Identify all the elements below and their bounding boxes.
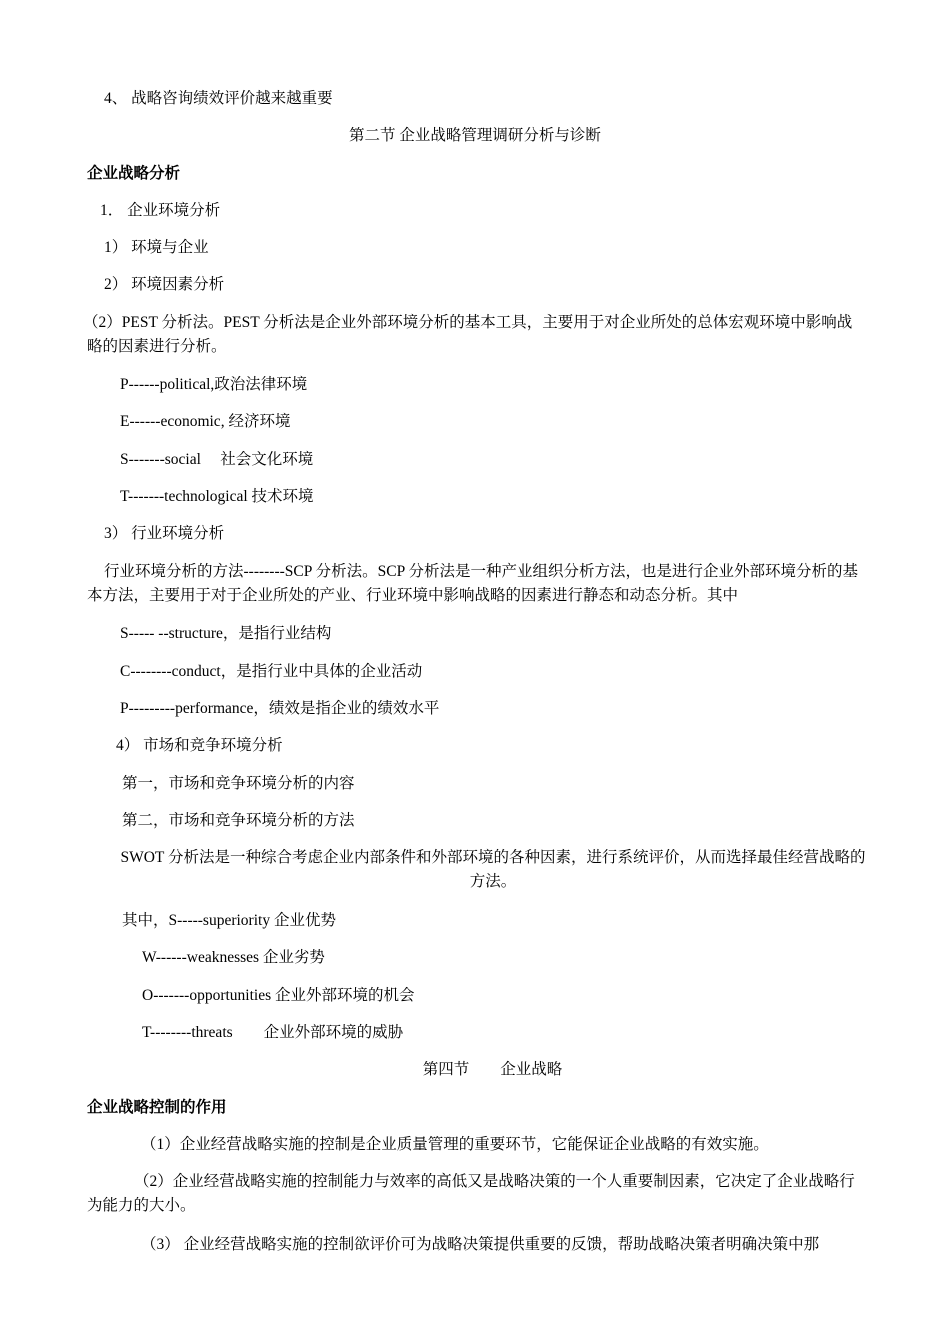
control-point-2: （2）企业经营战略实施的控制能力与效率的高低又是战略决策的一个人重要制因素，它决定了企业战略行为能力的大小。 (87, 1173, 855, 1214)
swot-item-s: 其中，S-----superiority 企业优势 (122, 912, 336, 929)
list-item-env-factors: 2） 环境因素分析 (104, 276, 225, 293)
list-item-4: 4、 战略咨询绩效评价越来越重要 (104, 90, 333, 107)
swot-item-w: W------weaknesses 企业劣势 (142, 949, 325, 966)
swot-item-o: O-------opportunities 企业外部环境的机会 (142, 987, 415, 1004)
paragraph-scp: 行业环境分析的方法--------SCP 分析法。SCP 分析法是一种产业组织分析方法，也是进行企业外部环境分析的基本方法，主要用于对于企业所处的产业、行业环境中影响战略的因素进行静态和动态分析。其中 (87, 563, 859, 604)
market-method: 第二，市场和竞争环境分析的方法 (122, 812, 355, 829)
list-item-env-enterprise: 1） 环境与企业 (104, 239, 209, 256)
scp-item-s: S----- --structure，是指行业结构 (120, 625, 332, 642)
heading-strategy-control: 企业战略控制的作用 (87, 1099, 227, 1116)
pest-item-t: T-------technological 技术环境 (120, 488, 314, 505)
market-content: 第一，市场和竞争环境分析的内容 (122, 775, 355, 792)
list-item-industry-env: 3） 行业环境分析 (104, 525, 225, 542)
paragraph-swot: SWOT 分析法是一种综合考虑企业内部条件和外部环境的各种因素，进行系统评价，从而选择最佳经营战略的方法。 (120, 849, 866, 890)
pest-item-s: S-------social 社会文化环境 (120, 451, 314, 468)
control-point-3: （3） 企业经营战略实施的控制欲评价可为战略决策提供重要的反馈，帮助战略决策者明确决策中那 (141, 1236, 820, 1253)
paragraph-pest: （2）PEST 分析法。PEST 分析法是企业外部环境分析的基本工具，主要用于对企业所处的总体宏观环境中影响战略的因素进行分析。 (83, 314, 853, 355)
pest-item-p: P------political,政治法律环境 (120, 376, 308, 393)
control-point-1: （1）企业经营战略实施的控制是企业质量管理的重要环节，它能保证企业战略的有效实施。 (141, 1136, 769, 1153)
list-item-env-analysis: 1． 企业环境分析 (100, 202, 221, 219)
scp-item-c: C--------conduct，是指行业中具体的企业活动 (120, 663, 423, 680)
scp-item-p: P---------performance，绩效是指企业的绩效水平 (120, 700, 440, 717)
list-item-market-env: 4） 市场和竞争环境分析 (116, 737, 283, 754)
pest-item-e: E------economic, 经济环境 (120, 413, 291, 430)
swot-item-t: T--------threats 企业外部环境的威胁 (142, 1024, 404, 1041)
heading-strategy-analysis: 企业战略分析 (87, 165, 181, 182)
section-heading-4: 第四节 企业战略 (422, 1061, 563, 1078)
section-heading-2: 第二节 企业战略管理调研分析与诊断 (349, 127, 601, 144)
